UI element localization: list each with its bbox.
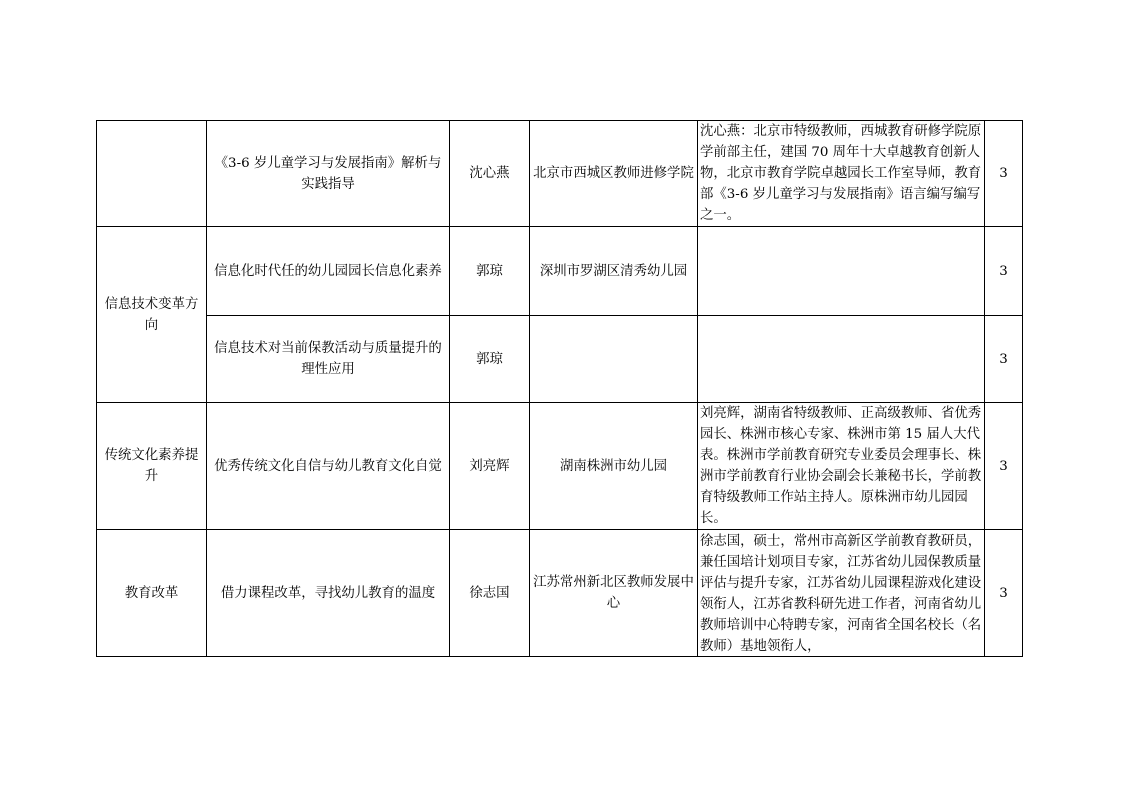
lecturer-cell: 刘亮辉 bbox=[450, 403, 530, 530]
organization-cell bbox=[530, 316, 698, 403]
category-cell: 教育改革 bbox=[97, 530, 207, 657]
topic-cell: 优秀传统文化自信与幼儿教育文化自觉 bbox=[207, 403, 450, 530]
lecturer-bio-cell bbox=[698, 530, 985, 657]
topic-cell: 信息技术对当前保教活动与质量提升的理性应用 bbox=[207, 316, 450, 403]
hours-cell: 3 bbox=[985, 403, 1023, 530]
hours-cell: 3 bbox=[985, 316, 1023, 403]
lecturer-cell: 郭琼 bbox=[450, 227, 530, 316]
lecturer-bio-cell bbox=[698, 403, 985, 530]
lecturer-bio-cell bbox=[698, 316, 985, 403]
topic-cell: 《3-6 岁儿童学习与发展指南》解析与实践指导 bbox=[207, 121, 450, 227]
table-row bbox=[97, 227, 1023, 316]
lecturer-cell: 徐志国 bbox=[450, 530, 530, 657]
table-row bbox=[97, 530, 1023, 657]
lecturer-bio-cell bbox=[698, 227, 985, 316]
lecturer-cell: 沈心燕 bbox=[450, 121, 530, 227]
hours-cell: 3 bbox=[985, 227, 1023, 316]
table-row bbox=[97, 403, 1023, 530]
category-cell bbox=[97, 121, 207, 227]
table-row bbox=[97, 121, 1023, 227]
lecturer-bio-text: 沈心燕：北京市特级教师，西城教育研修学院原学前部主任，建国 70 周年十大卓越教育创新人物，北京市教育学院卓越园长工作室导师，教育部《3-6 岁儿童学习与发展指南》语言编写编写之一。 bbox=[700, 124, 982, 223]
lecturer-bio-cell bbox=[698, 121, 985, 227]
category-cell: 传统文化素养提升 bbox=[97, 403, 207, 530]
organization-cell: 深圳市罗湖区清秀幼儿园 bbox=[530, 227, 698, 316]
organization-cell: 江苏常州新北区教师发展中心 bbox=[530, 530, 698, 657]
organization-cell: 湖南株洲市幼儿园 bbox=[530, 403, 698, 530]
organization-cell: 北京市西城区教师进修学院 bbox=[530, 121, 698, 227]
lecturer-cell: 郭琼 bbox=[450, 316, 530, 403]
hours-cell: 3 bbox=[985, 121, 1023, 227]
lecturer-bio-text: 徐志国，硕士，常州市高新区学前教育教研员，兼任国培计划项目专家，江苏省幼儿园保教质量评估与提升专家，江苏省幼儿园课程游戏化建设领衔人，江苏省教科研先进工作者，河南省幼儿教师培训中心特聘专家，河南省全国名校长（名教师）基地领衔人， bbox=[700, 534, 982, 654]
category-cell: 信息技术变革方向 bbox=[97, 227, 207, 403]
lecturer-bio-text: 刘亮辉，湖南省特级教师、正高级教师、省优秀园长、株洲市核心专家、株洲市第 15 届人大代表。株洲市学前教育研究专业委员会理事长、株洲市学前教育行业协会副会长兼秘书长，学前教育特级教师工作站主持人。原株洲市幼儿园园长。 bbox=[700, 406, 982, 526]
table-row bbox=[97, 316, 1023, 403]
hours-cell: 3 bbox=[985, 530, 1023, 657]
training-course-table bbox=[96, 120, 1023, 657]
topic-cell: 借力课程改革，寻找幼儿教育的温度 bbox=[207, 530, 450, 657]
topic-cell: 信息化时代任的幼儿园园长信息化素养 bbox=[207, 227, 450, 316]
